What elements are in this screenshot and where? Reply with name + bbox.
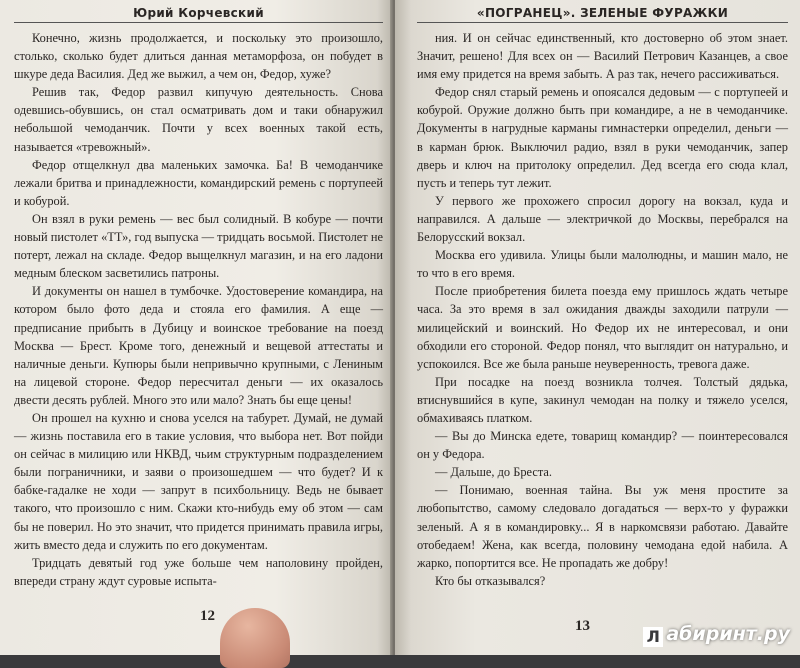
page-number-left: 12 <box>200 608 215 624</box>
paragraph: Конечно, жизнь продолжается, и поскольку это произошло, столько, сколько будет длиться данная метаморфоза, он побудет в шкуре деда Василия. Дед же выжил, а чем он, Федор, хуже? <box>14 31 383 82</box>
paragraph: При посадке на поезд возникла толчея. Толстый дядька, втиснувшийся в купе, закинул чемодан на полку и тяжело уселся, обмахиваясь платком. <box>417 374 788 425</box>
paragraph: Федор снял старый ремень и опоясался дедовым — с портупеей и кобурой. Оружие должно быть при командире, а не в чемоданчике. Документы в нагрудные карманы гимнастерки определил, деньги — в карман брюк. Выключил радио, взял в руки чемоданчик, запер дверь и ключ на притолоку определил. Дед всегда его сюда клал, пусть и теперь тут лежит. <box>417 85 788 190</box>
paragraph: Он прошел на кухню и снова уселся на табурет. Думай, не думай — жизнь поставила его в такие условия, что выбора нет. Вот пойди он сейчас в милицию или НКВД, чьим структурным подразделением были пограничники, и заяви о произошедшем — что будет? И к бабке-гадалке не ходи — запрут в психбольницу. Ведь не бывает такого, что произошло с ним. Скажи кто-нибудь ему об этом — сам бы не поверил. Но это значит, что придется принимать правила игры, жить вместо деда и служить по его документам. <box>14 410 383 552</box>
paragraph: У первого же прохожего спросил дорогу на вокзал, куда и направился. А дальше — электричкой до Москвы, перебрался на Белорусский вокзал. <box>417 193 788 245</box>
paragraph: ния. И он сейчас единственный, кто достоверно об этом знает. Значит, решено! Для всех он — Василий Петрович Казанцев, а свое имя ему придется на время забыть. А раз так, нечего рассиживаться. <box>417 31 788 82</box>
left-page-text <box>14 29 383 590</box>
paragraph: И документы он нашел в тумбочке. Удостоверение командира, на котором было фото деда и стояла его фамилия. А еще — предписание прибыть в Дубицу и воинское требование на поезд Москва — Брест. Кроме того, денежный и вещевой аттестаты и наличные деньги. Купюры были непривычно крупными, с Лениным на лицевой стороне. Федор пересчитал деньги — их оказалось двести десять рублей. Много это или мало? Знать бы еще цены! <box>14 284 383 407</box>
paragraph: — Понимаю, военная тайна. Вы уж меня простите за любопытство, самому следовало догадаться — верх-то у фуражки зеленый. А я в командировку... Я в наркомсвязи работаю. Давайте отобедаем! Жена, как всегда, половину чемодана едой набила. А жарко, попортится все. Не пропадать же добру! <box>417 483 788 570</box>
watermark-text: абиринт.ру <box>666 623 790 645</box>
right-page-text <box>417 29 788 590</box>
paragraph: Федор отщелкнул два маленьких замочка. Ба! В чемоданчике лежали бритва и принадлежности, командирский ремень с портупеей и кобурой. <box>14 157 383 208</box>
paragraph: Решив так, Федор развил кипучую деятельность. Снова одевшись-обувшись, он стал осматривать дом и таки обнаружил небольшой чемоданчик. Почти у всех военных такой есть, называется «тревожный». <box>14 85 383 154</box>
paragraph: После приобретения билета поезда ему пришлось ждать четыре часа. За это время в зал ожидания дважды заходили патрули — милицейский и воинский. Но Федор их не интересовал, и они обходили его стороной. Федор понял, что выглядит он натурально, и успокоился. Все же была раньше неуверенность, тревога даже. <box>417 284 788 371</box>
paragraph: — Вы до Минска едете, товарищ командир? — поинтересовался он у Федора. <box>417 429 788 462</box>
paragraph: Москва его удивила. Улицы были малолюдны, и машин мало, не то что в его время. <box>417 248 788 281</box>
left-page <box>0 0 393 655</box>
page-number-right: 13 <box>575 618 590 634</box>
right-page <box>395 0 800 655</box>
paragraph: Тридцать девятый год уже больше чем наполовину пройден, впереди страну ждут суровые испыта- <box>14 555 383 588</box>
running-head-author: Юрий Корчевский <box>14 4 383 23</box>
running-head-title: «ПОГРАНЕЦ». ЗЕЛЕНЫЕ ФУРАЖКИ <box>417 4 788 23</box>
paragraph: Кто бы отказывался? <box>435 573 546 588</box>
paragraph: — Дальше, до Бреста. <box>435 465 552 480</box>
paragraph: Он взял в руки ремень — вес был солидный. В кобуре — почти новый пистолет «ТТ», год выпуска — тридцать восьмой. Пистолет не потерт, лежал на складе. Федор выщелкнул магазин, и на его ладони медным блеском засветились патроны. <box>14 211 383 281</box>
labirint-logo-icon: Л <box>643 627 663 647</box>
watermark <box>643 623 790 647</box>
